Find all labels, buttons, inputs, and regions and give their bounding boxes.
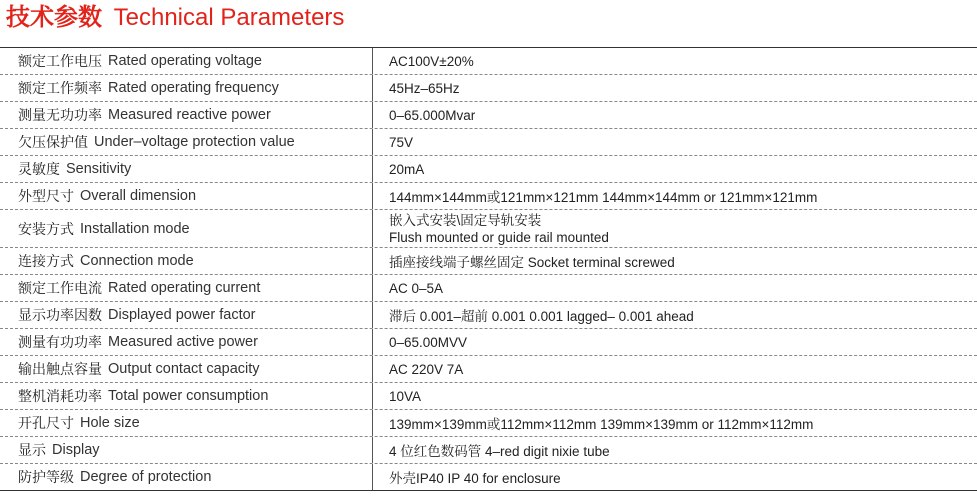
parameter-value: AC 0–5A (389, 280, 444, 296)
parameter-value: 外壳IP40 IP 40 for enclosure (389, 471, 561, 486)
parameter-name-zh: 欠压保护值 (18, 135, 88, 151)
parameter-name-zh: 显示 (18, 443, 46, 459)
parameter-name-zh: 连接方式 (18, 254, 74, 270)
parameter-name-zh: 测量有功功率 (18, 335, 102, 351)
parameter-value-zh: 嵌入式安装\固定导轨安装 (389, 212, 542, 228)
parameter-name (0, 383, 373, 409)
parameters-table (0, 47, 977, 491)
parameter-name-en: Sensitivity (66, 161, 132, 177)
parameter-value: AC 220V 7A (389, 361, 464, 377)
parameter-value: 45Hz–65Hz (389, 80, 460, 96)
table-row (0, 183, 977, 210)
parameter-name (0, 248, 373, 274)
parameter-name-en: Displayed power factor (108, 307, 256, 323)
parameter-name-zh: 测量无功功率 (18, 108, 102, 124)
parameter-name (0, 275, 373, 301)
parameter-name-en: Rated operating current (108, 280, 261, 296)
parameter-value (373, 210, 977, 247)
table-row (0, 302, 977, 329)
table-row (0, 75, 977, 102)
parameter-name-en: Measured reactive power (108, 107, 271, 123)
parameter-value-en: Flush mounted or guide rail mounted (389, 229, 609, 245)
table-row (0, 48, 977, 75)
parameter-value: 插座接线端子螺丝固定 Socket terminal screwed (389, 255, 675, 270)
parameter-value: 144mm×144mm或121mm×121mm 144mm×144mm or 121mm×121mm (389, 190, 818, 205)
title-zh: 技术参数 (6, 3, 102, 31)
parameter-name-en: Overall dimension (80, 188, 197, 204)
parameter-name (0, 302, 373, 328)
table-row (0, 464, 977, 491)
table-row (0, 356, 977, 383)
parameter-name-zh: 额定工作电压 (18, 54, 102, 70)
parameter-name (0, 48, 373, 74)
parameter-value: 4 位红色数码管 4–red digit nixie tube (389, 444, 610, 459)
parameter-name-en: Rated operating frequency (108, 80, 279, 96)
parameter-value: 滞后 0.001–超前 0.001 0.001 lagged– 0.001 ahead (389, 309, 694, 324)
parameter-name-zh: 开孔尺寸 (18, 416, 74, 432)
page-title (6, 2, 344, 33)
parameter-value: 0–65.00MVV (389, 334, 468, 350)
parameter-name-en: Output contact capacity (108, 361, 260, 377)
parameter-name (0, 183, 373, 209)
parameter-value: 20mA (389, 161, 425, 177)
parameter-name-en: Connection mode (80, 253, 194, 269)
parameter-name (0, 464, 373, 490)
parameter-name-zh: 整机消耗功率 (18, 389, 102, 405)
parameter-name (0, 410, 373, 436)
parameter-name-zh: 额定工作电流 (18, 281, 102, 297)
parameter-name (0, 129, 373, 155)
parameter-name-zh: 显示功率因数 (18, 308, 102, 324)
parameter-name (0, 102, 373, 128)
table-row (0, 410, 977, 437)
parameter-name (0, 156, 373, 182)
table-row (0, 275, 977, 302)
parameter-name (0, 75, 373, 101)
parameter-name-en: Rated operating voltage (108, 53, 262, 69)
parameter-name-zh: 额定工作频率 (18, 81, 102, 97)
parameter-name-en: Under–voltage protection value (94, 134, 295, 150)
title-en: Technical Parameters (113, 4, 345, 31)
parameter-name (0, 210, 373, 247)
parameter-name-en: Degree of protection (80, 469, 212, 485)
parameter-name (0, 329, 373, 355)
parameter-name (0, 356, 373, 382)
table-row (0, 383, 977, 410)
table-row (0, 210, 977, 248)
parameter-name-zh: 安装方式 (18, 221, 74, 238)
table-row (0, 329, 977, 356)
parameter-value: 75V (389, 134, 414, 150)
parameter-name-en: Measured active power (108, 334, 258, 350)
parameter-name-zh: 输出触点容量 (18, 362, 102, 378)
table-row (0, 129, 977, 156)
parameter-value: AC100V±20% (389, 53, 474, 69)
parameter-name-zh: 外型尺寸 (18, 189, 74, 205)
parameter-value: 10VA (389, 388, 422, 404)
table-row (0, 248, 977, 275)
parameter-name-en: Hole size (80, 415, 140, 431)
parameter-value: 139mm×139mm或112mm×112mm 139mm×139mm or 112mm×112mm (389, 417, 814, 432)
parameter-name (0, 437, 373, 463)
table-row (0, 156, 977, 183)
parameter-name-en: Total power consumption (108, 388, 269, 404)
parameter-name-zh: 防护等级 (18, 470, 74, 486)
parameter-name-en: Display (52, 442, 100, 458)
parameter-value: 0–65.000Mvar (389, 107, 476, 123)
parameter-name-en: Installation mode (80, 220, 190, 237)
table-row (0, 102, 977, 129)
table-row (0, 437, 977, 464)
parameter-name-zh: 灵敏度 (18, 162, 60, 178)
